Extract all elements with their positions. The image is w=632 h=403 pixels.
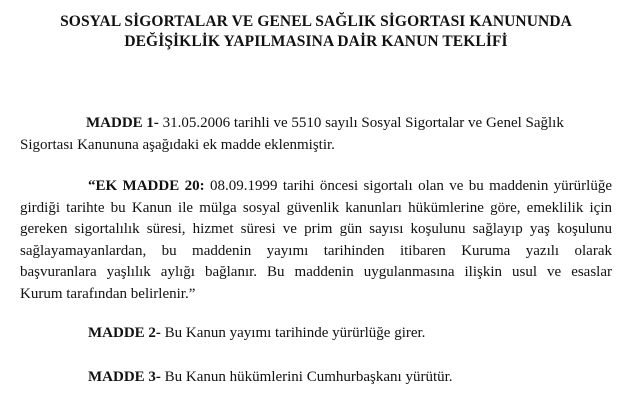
title-line-2: DEĞİŞİKLİK YAPILMASINA DAİR KANUN TEKLİFİ [124,33,508,50]
ek-madde-line-1 [20,176,612,198]
article-2-text: Bu Kanun yayımı tarihinde yürürlüğe girer. [160,325,426,341]
article-2 [88,323,425,345]
title-line-1: SOSYAL SİGORTALAR VE GENEL SAĞLIK SİGORTASI KANUNUNDA [60,13,572,30]
article-3-text: Bu Kanun hükümlerini Cumhurbaşkanı yürütür. [160,369,453,385]
ek-madde-line-2: girdiği tarihte bu Kanun ile mülga sosyal güvenlik kanunları hükümlerine göre, emeklilik için [20,199,612,216]
article-1 [20,113,612,156]
article-1-line-2: Sigortası Kanununa aşağıdaki ek madde eklenmiştir. [20,136,335,153]
ek-madde-line-6: Kurum tarafından belirlenir.” [20,285,196,302]
article-2-label: MADDE 2- [88,325,161,341]
document-title [0,12,632,52]
ek-madde-line-5: başvuranlara yaşlılık aylığı bağlanır. Bu maddenin uygulanmasına ilişkin usul ve esaslar [20,264,612,280]
article-1-line-1 [20,113,612,135]
ek-madde-line-3: gereken sigortalılık süresi, hizmet süresi ve prim gün sayısı koşulunu sağlayıp yaş koşulunu [20,221,612,237]
article-3-label: MADDE 3- [88,369,161,385]
article-3-line [88,367,453,389]
ek-madde-line-4: sağlayamayanlardan, bu maddenin yayımı tarihinden itibaren Kuruma yazılı olarak [20,242,612,259]
ek-madde-label: “EK MADDE 20: [88,178,205,194]
ek-madde-text-1: 08.09.1999 tarihi öncesi sigortalı olan ve bu maddenin yürürlüğe [204,178,612,194]
additional-article-20 [20,176,612,305]
article-1-text-1: 31.05.2006 tarihli ve 5510 sayılı Sosyal Sigortalar ve Genel Sağlık [158,115,564,131]
article-1-label: MADDE 1- [86,115,159,131]
article-2-line [88,323,425,345]
article-3 [88,367,453,389]
